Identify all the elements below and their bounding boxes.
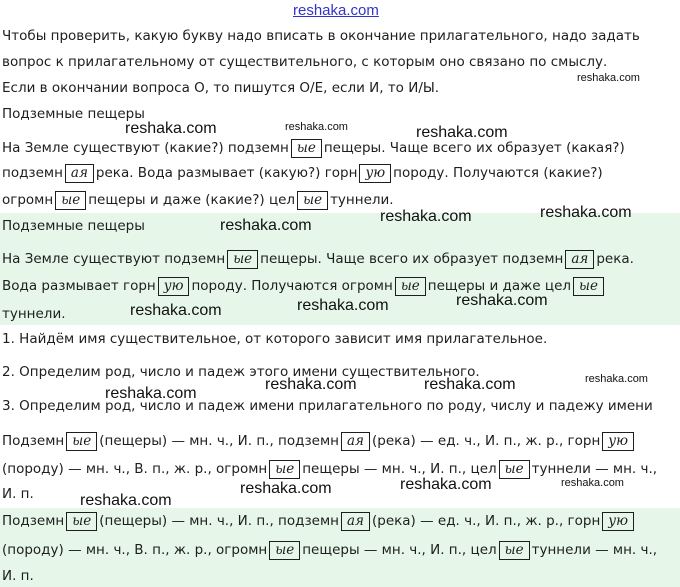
watermark: reshaka.com <box>416 124 508 141</box>
watermark: reshaka.com <box>220 217 312 234</box>
ending-box: ые <box>269 460 300 479</box>
ending-box: ые <box>499 541 530 560</box>
ending-box: ая <box>65 164 94 183</box>
analysis-answer-line-2: (породу) — мн. ч., В. п., ж. р., огромн ые пещеры — мн. ч., И. п., цел ые туннели — мн. ч., <box>2 541 658 558</box>
ending-box: ые <box>66 432 97 451</box>
watermark: reshaka.com <box>80 492 172 509</box>
answer-line-1: На Земле существуют подземн ые пещеры. Чаще всего их образует подземн ая река. <box>2 250 634 267</box>
analysis-line-2: (породу) — мн. ч., В. п., ж. р., огромн ые пещеры — мн. ч., И. п., цел ые туннели — мн. ч., <box>2 460 658 477</box>
analysis-line-3: И. п. <box>2 486 34 502</box>
ending-box: ые <box>573 277 604 296</box>
watermark: reshaka.com <box>105 385 197 402</box>
intro-line-2: вопрос к прилагательному от существительного, с которым оно связано по смыслу. <box>2 54 608 70</box>
watermark: reshaka.com <box>400 476 492 493</box>
watermark: reshaka.com <box>456 292 548 309</box>
exercise-title: Подземные пещеры <box>2 106 145 122</box>
answer-line-3: туннели. <box>2 306 66 322</box>
step-1: 1. Найдём имя существительное, от которого зависит имя прилагательное. <box>2 331 548 347</box>
step-2: 2. Определим род, число и падеж этого имени существительного. <box>2 364 480 380</box>
analysis-answer-line-3: И. п. <box>2 568 34 584</box>
ending-box: ые <box>55 191 86 210</box>
answer-line-2: Вода размывает горн ую породу. Получаются огромн ые пещеры и даже цел ые <box>2 276 606 296</box>
intro-line-3: Если в окончании вопроса О, то пишутся О/Е, если И, то И/Ы. <box>2 80 440 96</box>
ending-box: ые <box>227 250 258 269</box>
ending-box: ую <box>359 164 391 183</box>
analysis-answer-line-1: Подземн ые (пещеры) — мн. ч., И. п., подземн ая (река) — ед. ч., И. п., ж. р., горн ую <box>2 511 636 531</box>
ending-box: ые <box>291 139 322 158</box>
watermark: reshaka.com <box>424 376 516 393</box>
ending-box: ую <box>602 512 634 531</box>
exercise-line-1: На Земле существуют (какие?) подземн ые пещеры. Чаще всего их образует (какая?) <box>2 139 625 156</box>
ending-box: ые <box>269 541 300 560</box>
ending-box: ую <box>602 432 634 451</box>
ending-box: ая <box>565 250 594 269</box>
site-watermark-link[interactable]: reshaka.com <box>293 2 379 19</box>
watermark: reshaka.com <box>380 208 472 225</box>
ending-box: ая <box>341 512 370 531</box>
watermark: reshaka.com <box>561 477 624 489</box>
ending-box: ая <box>341 432 370 451</box>
ending-box: ые <box>66 512 97 531</box>
ending-box: ую <box>158 277 190 296</box>
watermark: reshaka.com <box>540 204 632 221</box>
watermark: reshaka.com <box>265 376 357 393</box>
watermark: reshaka.com <box>297 297 389 314</box>
watermark: reshaka.com <box>125 120 217 137</box>
watermark: reshaka.com <box>285 121 348 133</box>
ending-box: ые <box>499 460 530 479</box>
exercise-line-3: огромн ые пещеры и даже (какие?) цел ые туннели. <box>2 191 394 208</box>
ending-box: ые <box>297 191 328 210</box>
analysis-line-1: Подземн ые (пещеры) — мн. ч., И. п., подземн ая (река) — ед. ч., И. п., ж. р., горн ую <box>2 431 636 451</box>
watermark: reshaka.com <box>577 72 640 84</box>
exercise-line-2: подземн ая река. Вода размывает (какую?) горн ую породу. Получаются (какие?) <box>2 164 603 181</box>
watermark: reshaka.com <box>240 480 332 497</box>
watermark: reshaka.com <box>585 373 648 385</box>
intro-line-1: Чтобы проверить, какую букву надо вписать в окончание прилагательного, надо задать <box>2 28 640 44</box>
watermark: reshaka.com <box>130 302 222 319</box>
ending-box: ые <box>395 277 426 296</box>
answer-title: Подземные пещеры <box>2 218 145 234</box>
step-3: 3. Определим род, число и падеж имени прилагательного по роду, числу и падежу имени <box>2 398 653 414</box>
